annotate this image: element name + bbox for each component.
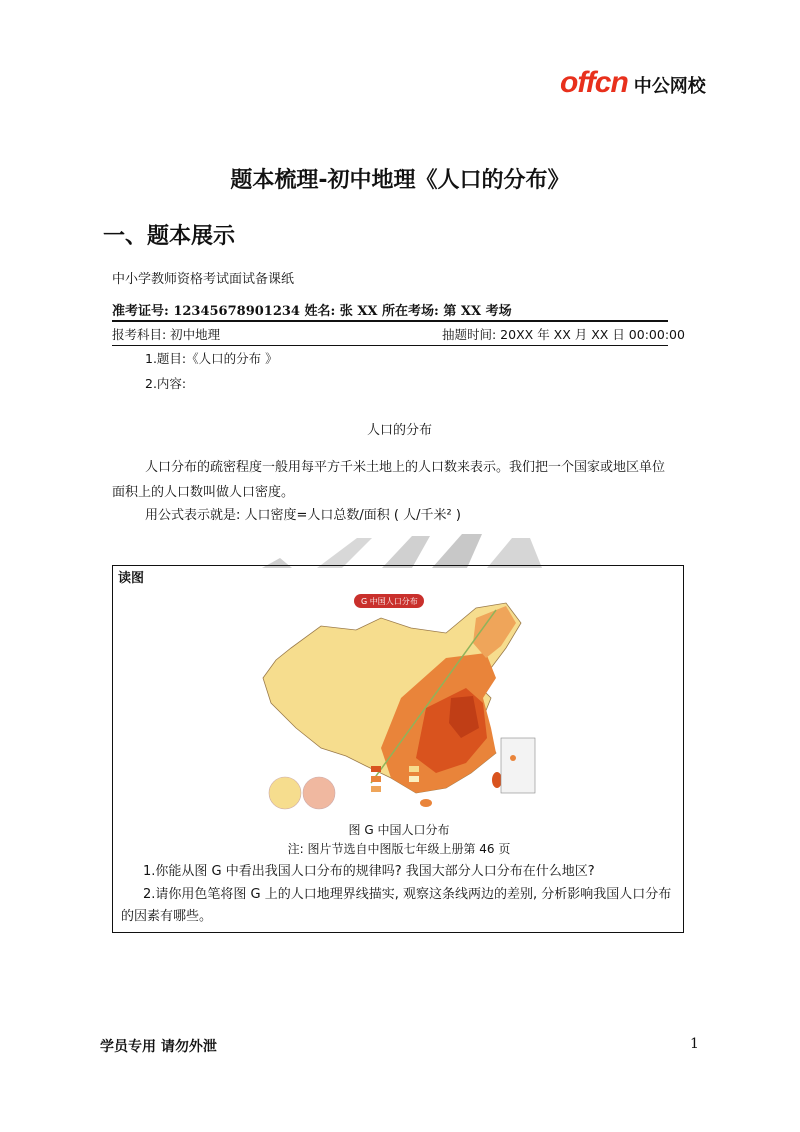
item-topic: 1.题目:《人口的分布 》 xyxy=(145,351,278,366)
reading-figure-box xyxy=(112,565,684,933)
page-title: 题本梳理-初中地理《人口的分布》 xyxy=(230,168,570,193)
section-heading: 一、题本展示 xyxy=(103,224,236,249)
text-title: 人口的分布 xyxy=(366,423,432,438)
question-2: 2.请你用色笔将图 G 上的人口地理界线描实, 观察这条线两边的差别, 分析影响我国人口分布的因素有哪些。 xyxy=(121,887,672,924)
exam-info: 准考证号: 12345678901234 姓名: 张 XX 所在考场: 第 XX 考场 xyxy=(112,304,512,319)
figure-note: 注: 图片节选自中图版七年级上册第 46 页 xyxy=(287,842,511,856)
footer-notice: 学员专用 请勿外泄 xyxy=(100,1039,217,1055)
logo-chinese: 中公网校 xyxy=(633,76,706,97)
formula-line: 用公式表示就是: 人口密度=人口总数/面积 ( 人/千米² ) xyxy=(145,508,461,523)
divider-thin xyxy=(112,345,668,346)
draw-time-field: 抽题时间: 20XX 年 XX 月 XX 日 00:00:00 xyxy=(442,327,685,342)
watermark-graphic xyxy=(262,528,562,568)
china-population-map xyxy=(251,588,551,833)
sheet-title: 中小学教师资格考试面试备课纸 xyxy=(112,272,295,287)
subject-field: 报考科目: 初中地理 xyxy=(112,327,221,342)
item-content: 2.内容: xyxy=(145,376,187,391)
map-header-text: G 中国人口分布 xyxy=(361,597,418,606)
logo-latin: offcn xyxy=(560,66,628,99)
divider-thick xyxy=(112,320,668,322)
body-paragraph: 人口分布的疏密程度一般用每平方千米土地上的人口数来表示。我们把一个国家或地区单位面积上的人口数叫做人口密度。 xyxy=(112,460,666,500)
offcn-logo xyxy=(560,66,706,100)
box-label: 读图 xyxy=(118,571,145,586)
figure-caption: 图 G 中国人口分布 xyxy=(348,823,450,837)
page-number: 1 xyxy=(690,1036,699,1052)
question-1: 1.你能从图 G 中看出我国人口分布的规律吗? 我国大部分人口分布在什么地区? xyxy=(143,864,595,879)
